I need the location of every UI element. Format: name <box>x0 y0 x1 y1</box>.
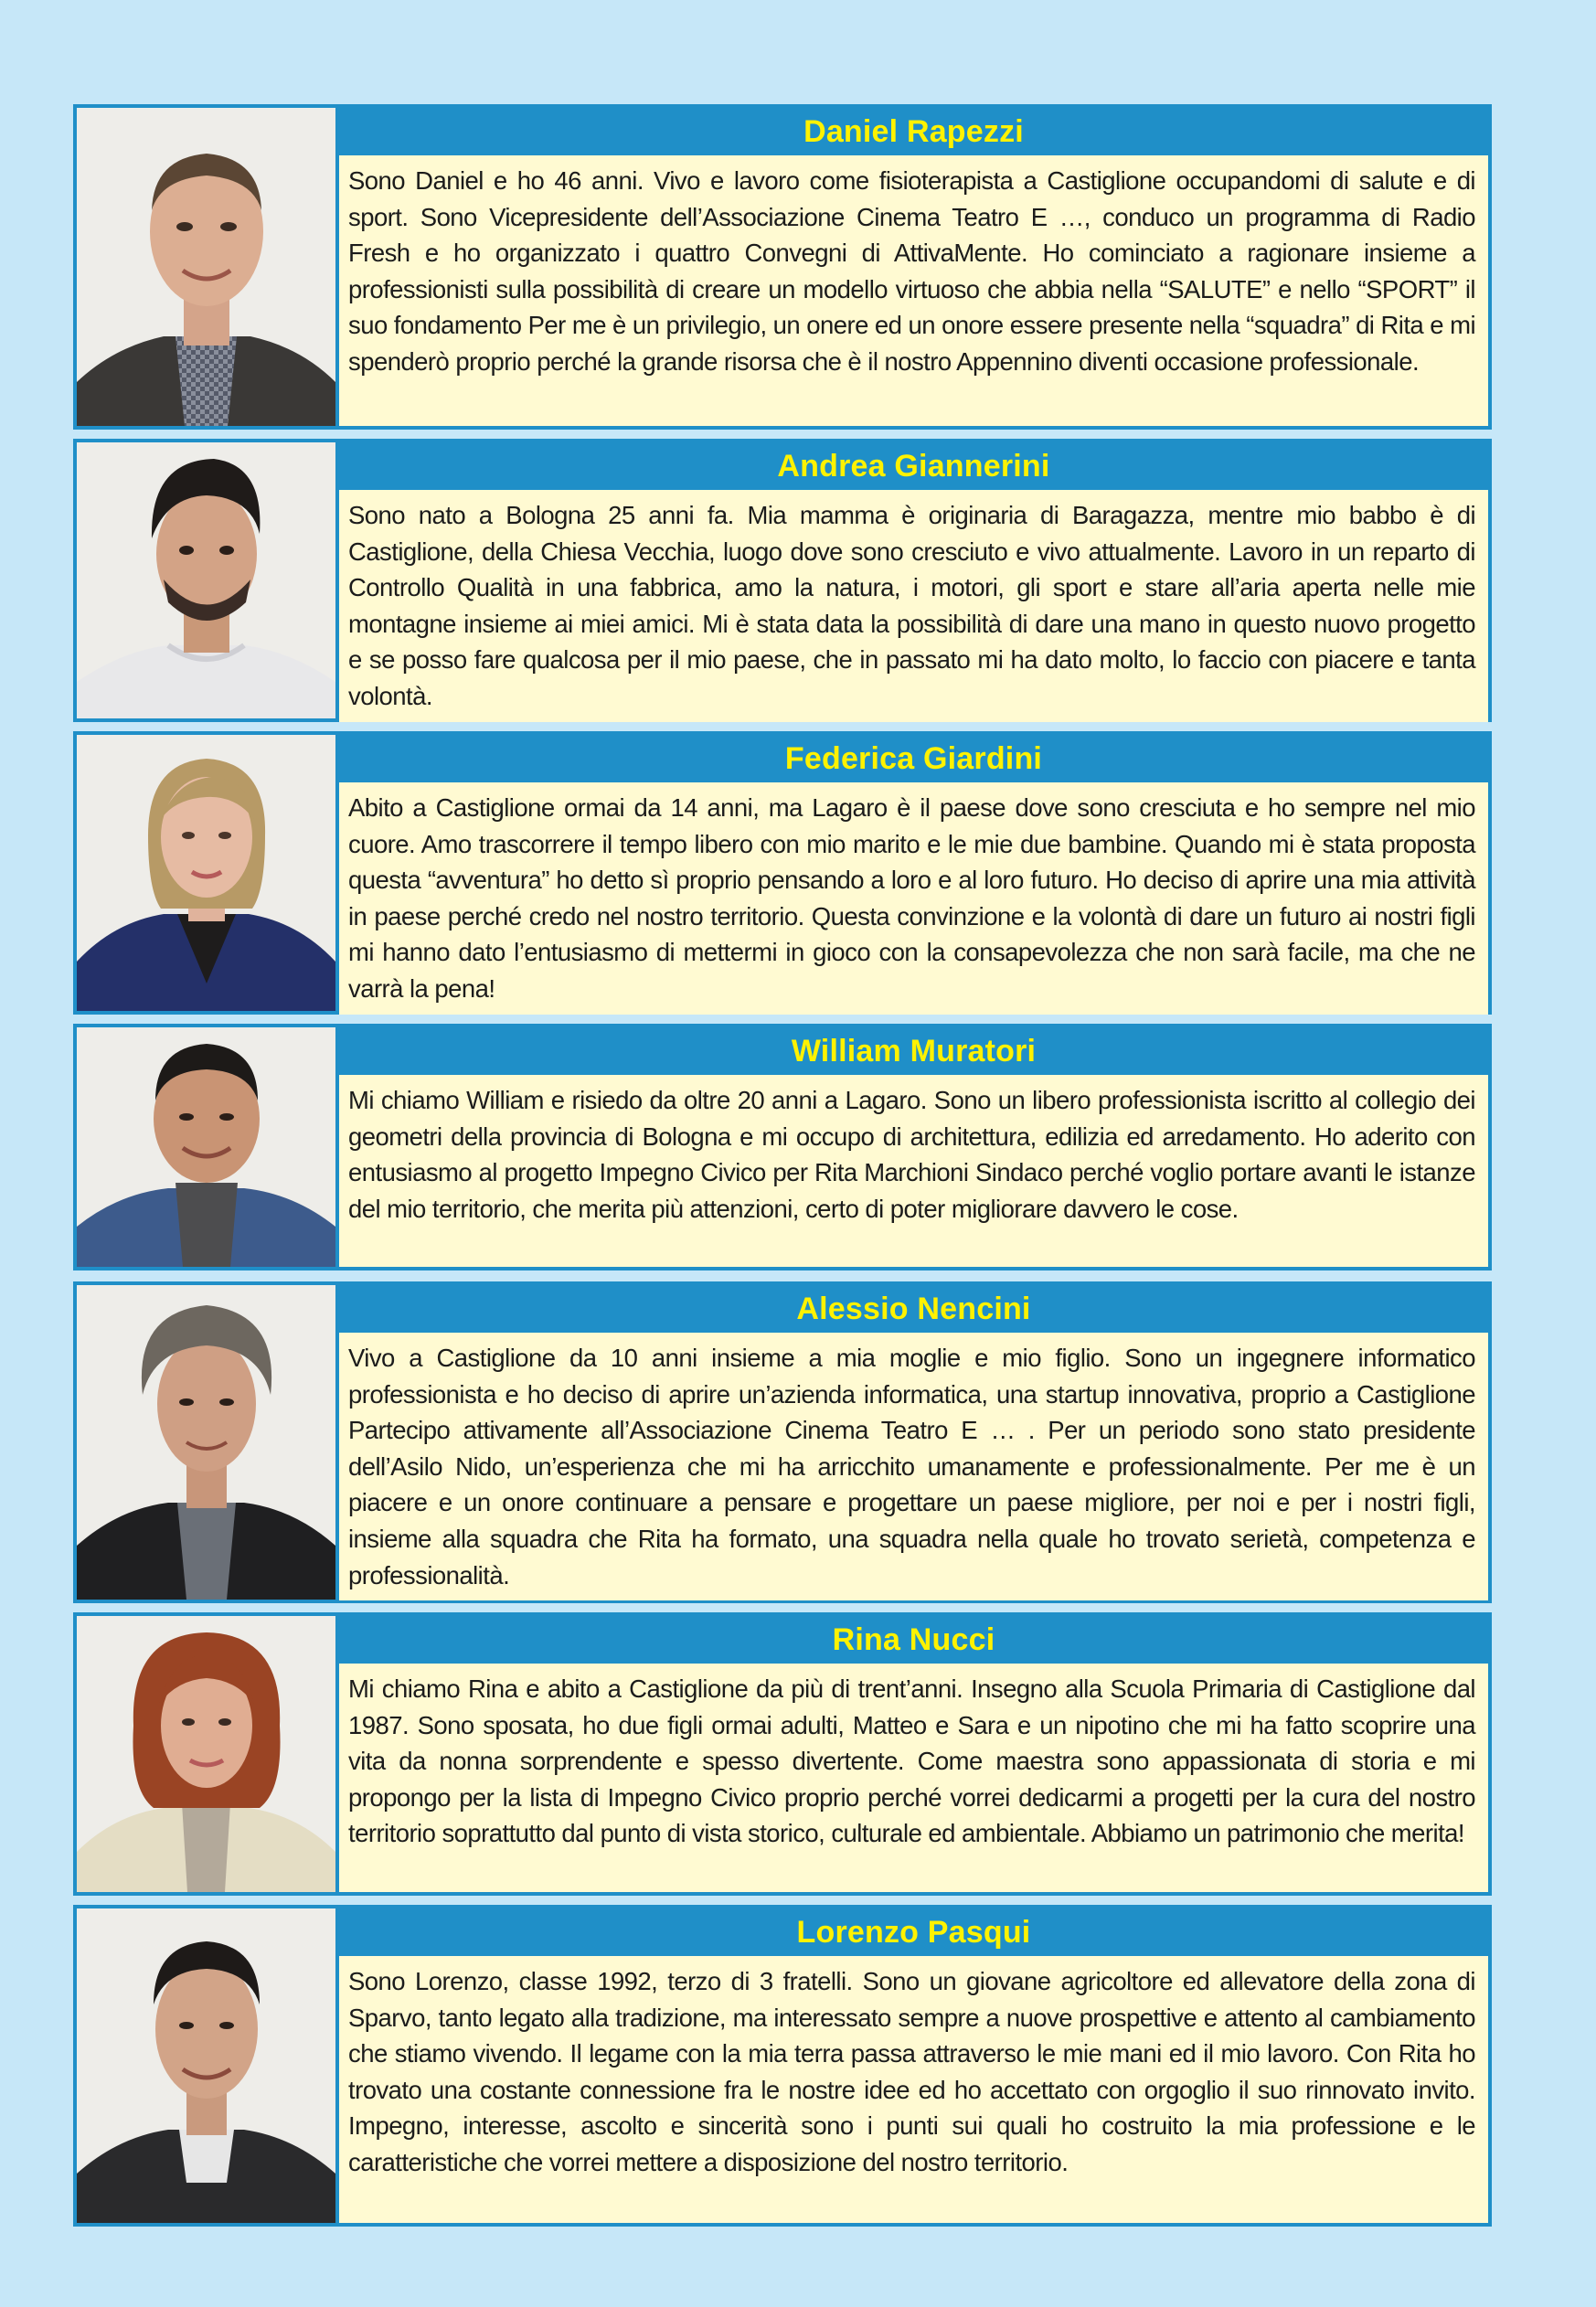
candidate-name: Alessio Nencini <box>339 1285 1488 1333</box>
candidate-bio: Sono Lorenzo, classe 1992, terzo di 3 fratelli. Sono un giovane agricoltore ed allevatore della zona di Sparvo, tanto legato alla tradizione, ma interessato sempre a nuove prospettive e attento al cambiamento che stiamo vivendo. Il legame con la mia terra passa attraverso le mie mani ed il mio lavoro. Con Rita ho trovato una costante connessione fra le nostre idee ed ho accettato con orgoglio il suo rinnovato invito. Impegno, interesse, ascolto e sincerità sono i punti sui quali ho costruito la mia professione e le caratteristiche che vorrei mettere a disposizione del nostro territorio. <box>339 1956 1488 2223</box>
portrait-photo-william <box>77 1027 339 1267</box>
candidate-bio: Sono Daniel e ho 46 anni. Vivo e lavoro come fisioterapista a Castiglione occupandomi di salute e di sport. Sono Vicepresidente dell’Associazione Cinema Teatro E …, conduco un programma di Radio Fresh e ho organizzato i quattro Convegni di AttivaMente. Ho cominciato a ragionare insieme a professionisti sulla possibilità di creare un modello virtuoso che abbia nella “SALUTE” e nello “SPORT” il suo fondamento Per me è un privilegio, un onere ed un onore essere presente nella “squadra” di Rita e mi spenderò proprio perché la grande risorsa che è il nostro Appennino diventi occasione professionale. <box>339 155 1488 426</box>
candidate-card-daniel-rapezzi <box>73 104 1492 430</box>
candidate-name: Andrea Giannerini <box>339 442 1488 490</box>
candidate-name: Rina Nucci <box>339 1616 1488 1664</box>
portrait-photo-federica <box>77 735 339 1011</box>
candidate-bio: Vivo a Castiglione da 10 anni insieme a mia moglie e mio figlio. Sono un ingegnere informatico professionista e ho deciso di aprire un’azienda informatica, una startup innovativa, proprio a Castiglione Partecipo attivamente all’Associazione Cinema Teatro E … . Per un periodo sono stato presidente dell’Asilo Nido, un’esperienza che mi ha arricchito umanamente e professionalmente. Per me è un piacere e un onore continuare a pensare e progettare un paese migliore, per noi e per i nostri figli, insieme alla squadra che Rita ha formato, una squadra nella quale ho trovato serietà, competenza e professionalità. <box>339 1333 1488 1600</box>
candidate-name: Daniel Rapezzi <box>339 108 1488 155</box>
portrait-photo-lorenzo <box>77 1908 339 2223</box>
candidate-card-alessio-nencini <box>73 1281 1492 1603</box>
candidate-bio: Sono nato a Bologna 25 anni fa. Mia mamma è originaria di Baragazza, mentre mio babbo è di Castiglione, della Chiesa Vecchia, luogo dove sono cresciuto e vivo attualmente. Lavoro in un reparto di Controllo Qualità in una fabbrica, amo la natura, i motori, gli sport e stare all’aria aperta nelle mie montagne insieme ai miei amici. Mi è stata data la possibilità di dare una mano in questo nuovo progetto e se posso fare qualcosa per il mio paese, che in passato mi ha dato molto, lo faccio con piacere e tanta volontà. <box>339 490 1488 722</box>
candidate-name: Lorenzo Pasqui <box>339 1908 1488 1956</box>
candidate-card-federica-giardini <box>73 731 1492 1015</box>
candidate-bio: Mi chiamo Rina e abito a Castiglione da più di trent’anni. Insegno alla Scuola Primaria di Castiglione dal 1987. Sono sposata, ho due figli ormai adulti, Matteo e Sara e un nipotino che mi ha fatto scoprire una vita da nonna sorprendente e spesso divertente. Come maestra sono appassionata di storia e mi propongo per la lista di Impegno Civico proprio perché vorrei dedicarmi a progetti per la cura del nostro territorio soprattutto dal punto di vista storico, culturale ed ambientale. Abbiamo un patrimonio che merita! <box>339 1664 1488 1892</box>
portrait-photo-alessio <box>77 1285 339 1600</box>
candidate-name: Federica Giardini <box>339 735 1488 782</box>
candidate-card-andrea-giannerini <box>73 439 1492 722</box>
candidate-name: William Muratori <box>339 1027 1488 1075</box>
portrait-photo-rina <box>77 1616 339 1892</box>
candidate-card-lorenzo-pasqui <box>73 1905 1492 2227</box>
candidate-card-rina-nucci <box>73 1612 1492 1896</box>
portrait-photo-daniel <box>77 108 339 426</box>
candidate-card-william-muratori <box>73 1024 1492 1270</box>
portrait-photo-andrea <box>77 442 339 718</box>
candidate-bio: Abito a Castiglione ormai da 14 anni, ma Lagaro è il paese dove sono cresciuta e ho sempre nel mio cuore. Amo trascorrere il tempo libero con mio marito e le mie due bambine. Quando mi è stata proposta questa “avventura” ho detto sì proprio pensando a loro e al loro futuro. Ho deciso di aprire una mia attività in paese perché credo nel nostro territorio. Questa convinzione e la volontà di dare un futuro ai nostri figli mi hanno dato l’entusiasmo di mettermi in gioco con la consapevolezza che non sarà facile, ma che ne varrà la pena! <box>339 782 1488 1015</box>
candidate-bio: Mi chiamo William e risiedo da oltre 20 anni a Lagaro. Sono un libero professionista iscritto al collegio dei geometri della provincia di Bologna e mi occupo di architettura, edilizia ed arredamento. Ho aderito con entusiasmo al progetto Impegno Civico per Rita Marchioni Sindaco perché voglio portare avanti le istanze del mio territorio, che merita più attenzioni, certo di poter migliorare davvero le cose. <box>339 1075 1488 1267</box>
